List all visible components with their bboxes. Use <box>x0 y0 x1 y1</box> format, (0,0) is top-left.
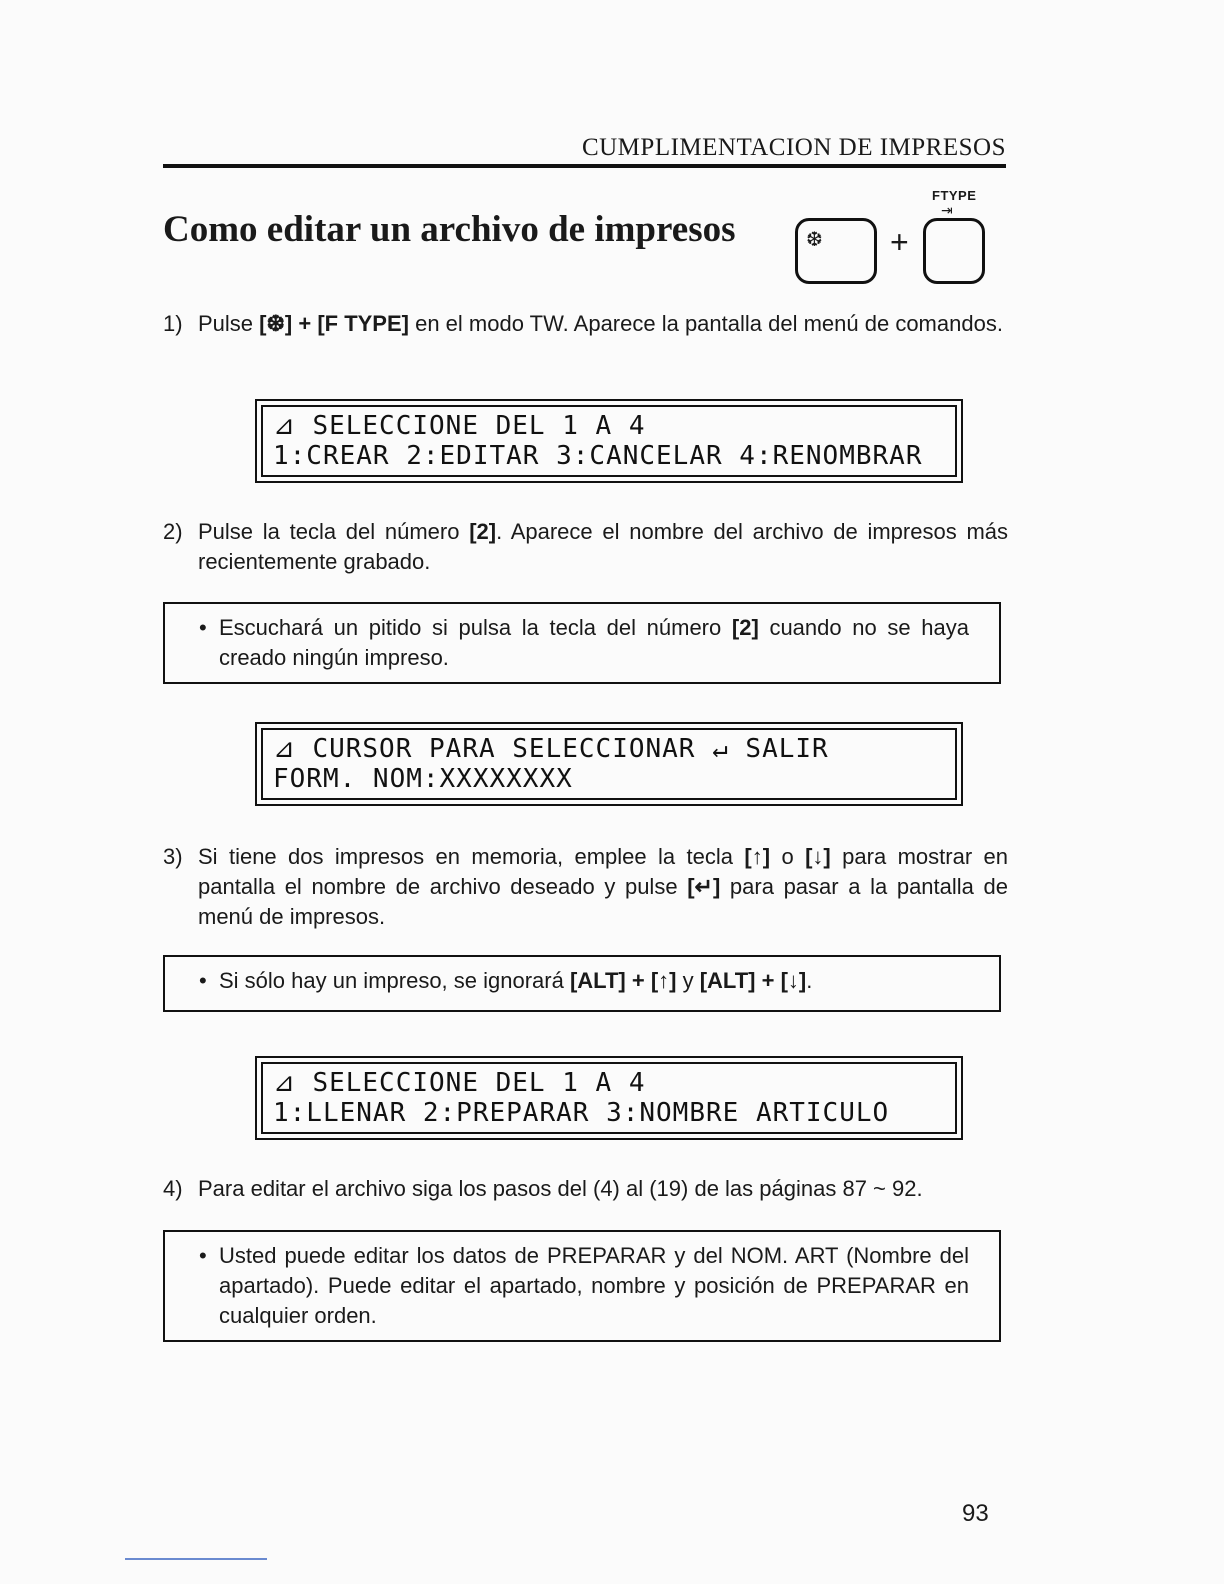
bullet: • <box>199 1243 207 1268</box>
tab-arrow-icon: ⇥ <box>941 202 953 218</box>
lcd-line: ⊿ SELECCIONE DEL 1 A 4 <box>273 1068 646 1098</box>
step-number: 2) <box>163 519 183 544</box>
step-text: Si tiene dos impresos en memoria, emplee la tecla [↑] o [↓] para mostrar en pantalla el nombre de archivo deseado y pulse [↵] para pasar a la pantalla de menú de impresos. <box>198 844 1009 929</box>
ftype-key <box>923 218 985 284</box>
lcd-screen-command-menu <box>255 399 963 483</box>
page-number: 93 <box>962 1500 989 1527</box>
note-box: • Si sólo hay un impreso, se ignorará [ALT] + [↑] y [ALT] + [↓]. <box>163 955 1001 1012</box>
step-text: Pulse la tecla del número [2]. Aparece el nombre del archivo de impresos más recientemente grabado. <box>198 519 1008 574</box>
step-text: Para editar el archivo siga los pasos del (4) al (19) de las páginas 87 ~ 92. <box>198 1176 923 1201</box>
page-title: Como editar un archivo de impresos <box>163 209 736 250</box>
bullet: • <box>199 968 207 993</box>
lcd-line: 1:CREAR 2:EDITAR 3:CANCELAR 4:RENOMBRAR <box>273 441 923 471</box>
step-3 <box>163 842 1008 932</box>
step-number: 4) <box>163 1176 183 1201</box>
lcd-screen-form-menu <box>255 1056 963 1140</box>
bullet: • <box>199 615 207 640</box>
lcd-line: ⊿ CURSOR PARA SELECCIONAR ↵ SALIR <box>273 734 829 764</box>
step-number: 3) <box>163 844 183 869</box>
lcd-line: ⊿ SELECCIONE DEL 1 A 4 <box>273 411 646 441</box>
code-key-icon: ❆ <box>806 229 823 251</box>
code-key <box>795 218 877 284</box>
ftype-key-label: FTYPE <box>932 188 977 203</box>
step-2 <box>163 517 1008 577</box>
lcd-line: FORM. NOM:XXXXXXXX <box>273 764 573 794</box>
note-box: • Usted puede editar los datos de PREPARAR y del NOM. ART (Nombre del apartado). Puede editar el apartado, nombre y posición de PREPARAR en cualquier orden. <box>163 1230 1001 1342</box>
lcd-line: 1:LLENAR 2:PREPARAR 3:NOMBRE ARTICULO <box>273 1098 890 1128</box>
plus-sign: + <box>890 224 909 260</box>
step-number: 1) <box>163 311 183 336</box>
running-header: CUMPLIMENTACION DE IMPRESOS <box>581 134 1006 161</box>
header-rule <box>163 164 1006 168</box>
lcd-screen-file-select <box>255 722 963 806</box>
step-1 <box>163 309 1008 339</box>
footer-line <box>125 1558 267 1560</box>
step-4 <box>163 1174 1008 1204</box>
note-box: • Escuchará un pitido si pulsa la tecla del número [2] cuando no se haya creado ningún impreso. <box>163 602 1001 684</box>
step-text: Pulse [❆] + [F TYPE] en el modo TW. Aparece la pantalla del menú de comandos. <box>198 311 1003 336</box>
key-combination-diagram <box>795 186 995 290</box>
